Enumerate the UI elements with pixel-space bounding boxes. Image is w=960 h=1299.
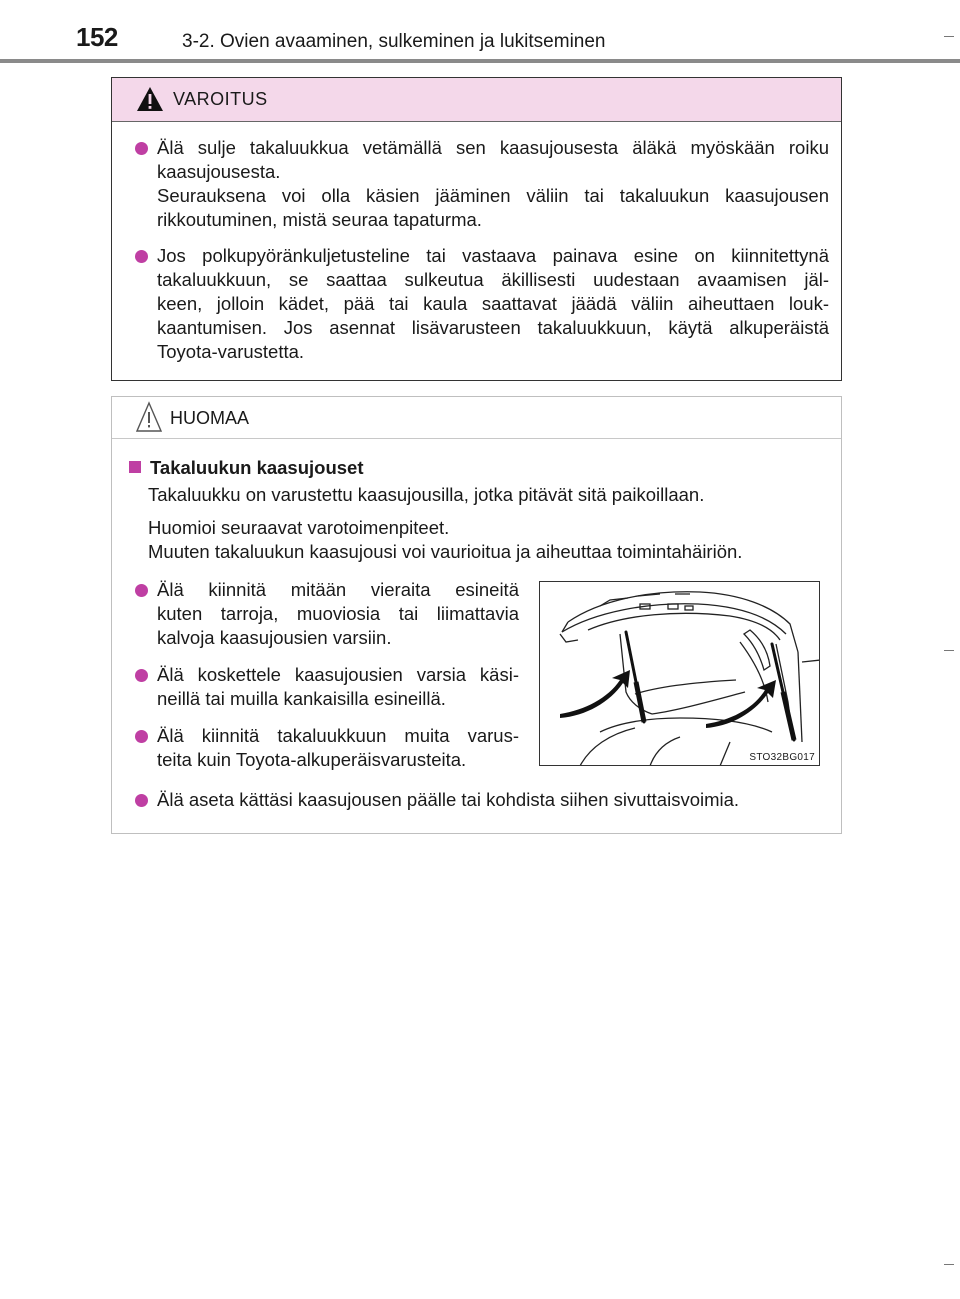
notice-list-last xyxy=(132,788,829,824)
list-item xyxy=(132,788,829,812)
paragraph-line: Huomioi seuraavat varotoimenpiteet. xyxy=(148,517,450,538)
warning-item-line: Toyota-varustetta. xyxy=(157,341,305,362)
square-bullet-icon xyxy=(129,461,141,473)
bullet-icon xyxy=(135,669,148,682)
notice-item-line: kalvoja kaasujousien varsiin. xyxy=(157,627,392,648)
warning-item-line: Seurauksena voi olla käsien jääminen väliin tai takaluukun kaasujousen xyxy=(157,185,829,206)
warning-item-line: Jos polkupyöränkuljetusteline tai vastaava painava esine on kiinnitettynä xyxy=(157,245,829,266)
notice-subheading xyxy=(129,457,364,479)
bullet-icon xyxy=(135,730,148,743)
warning-title: VAROITUS xyxy=(173,89,268,109)
page-number: 152 xyxy=(76,22,118,52)
notice-paragraph-1: Takaluukku on varustettu kaasujousilla, jotka pitävät sitä paikoillaan. xyxy=(148,484,705,505)
list-item xyxy=(132,244,829,364)
tailgate-figure xyxy=(539,581,820,766)
notice-paragraph-2 xyxy=(148,516,742,564)
crop-mark xyxy=(944,1264,954,1265)
list-item xyxy=(132,136,829,232)
warning-item-line: rikkoutuminen, mistä seuraa tapaturma. xyxy=(157,209,482,230)
bullet-icon xyxy=(135,142,148,155)
notice-header xyxy=(112,397,841,439)
notice-item-line: Älä kiinnitä takaluukkuun muita varus- xyxy=(157,725,519,746)
list-item xyxy=(132,724,519,772)
warning-icon xyxy=(136,86,164,112)
notice-item-line: Älä kiinnitä mitään vieraita esineitä xyxy=(157,579,519,600)
warning-box xyxy=(111,77,842,381)
notice-box xyxy=(111,396,842,834)
subheading-text: Takaluukun kaasujouset xyxy=(150,457,364,478)
notice-list xyxy=(132,578,519,784)
bullet-icon xyxy=(135,584,148,597)
notice-item-line: neillä tai muilla kankaisilla esineillä. xyxy=(157,688,446,709)
figure-code: STO32BG017 xyxy=(749,752,815,763)
section-title: 3-2. Ovien avaaminen, sulkeminen ja lukitseminen xyxy=(182,31,606,52)
warning-item-line: takaluukkuun, se saattaa sulkeutua äkillisesti uudestaan avaamisen jäl- xyxy=(157,269,829,290)
tailgate-illustration xyxy=(540,582,820,766)
notice-title: HUOMAA xyxy=(170,408,250,428)
list-item xyxy=(132,578,519,650)
paragraph-line: Muuten takaluukun kaasujousi voi vaurioitua ja aiheuttaa toimintahäiriön. xyxy=(148,541,743,562)
header-rule xyxy=(0,59,960,63)
crop-mark xyxy=(944,650,954,651)
notice-item-line: kuten tarroja, muoviosia tai liimattavia xyxy=(157,603,519,624)
warning-header xyxy=(112,78,841,122)
crop-mark xyxy=(944,36,954,37)
warning-list xyxy=(132,136,829,376)
warning-item-line: keen, jolloin kädet, pää tai kaula saattavat jäädä väliin aiheuttaen louk- xyxy=(157,293,829,314)
notice-item-line: teita kuin Toyota-alkuperäisvarusteita. xyxy=(157,749,467,770)
notice-item-line: Älä aseta kättäsi kaasujousen päälle tai kohdista siihen sivuttaisvoimia. xyxy=(157,789,740,810)
bullet-icon xyxy=(135,250,148,263)
warning-item-line: Älä sulje takaluukkua vetämällä sen kaasujousesta äläkä myöskään roiku xyxy=(157,137,829,158)
warning-item-line: kaantumisen. Jos asennat lisävarusteen takaluukkuun, käytä alkuperäistä xyxy=(157,317,829,338)
list-item xyxy=(132,663,519,711)
notice-item-line: Älä koskettele kaasujousien varsia käsi- xyxy=(157,664,519,685)
bullet-icon xyxy=(135,794,148,807)
caution-icon xyxy=(136,401,162,433)
warning-item-line: kaasujousesta. xyxy=(157,161,281,182)
